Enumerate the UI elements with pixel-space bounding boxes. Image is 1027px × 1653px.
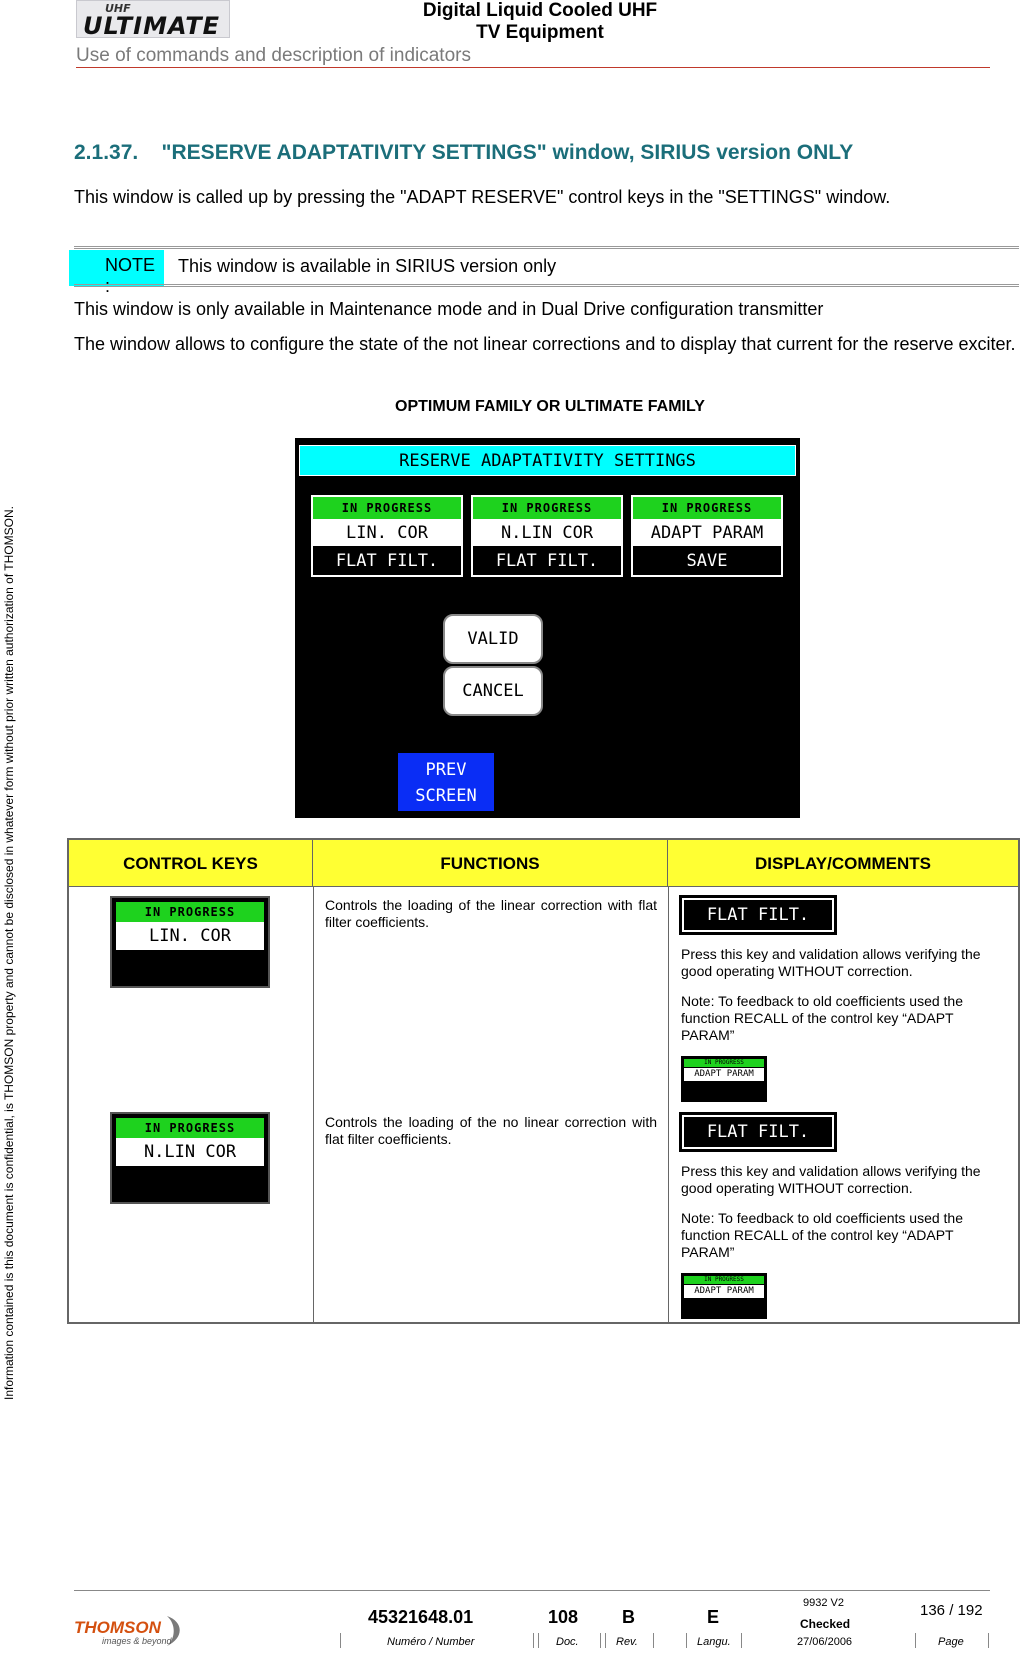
note-text: Note: To feedback to old coefficients used the function RECALL of the control key “ADAPT PARAM” [681, 993, 964, 1043]
header-title: Digital Liquid Cooled UHF TV Equipment [422, 0, 658, 43]
adapt-param-button[interactable]: IN PROGRESS ADAPT PARAM SAVE [631, 495, 783, 577]
adapt-param-mini-image: IN PROGRESS ADAPT PARAM [681, 1273, 767, 1319]
lin-cor-button[interactable]: IN PROGRESS LIN. COR FLAT FILT. [311, 495, 463, 577]
reserve-adaptativity-screen [295, 438, 800, 818]
in-progress-indicator: IN PROGRESS [633, 497, 781, 519]
intro-paragraph: This window is called up by pressing the "ADAPT RESERVE" control keys in the "SETTINGS" window. [74, 187, 891, 207]
figure-caption: OPTIMUM FAMILY OR ULTIMATE FAMILY [395, 398, 705, 415]
checked-label: Checked [800, 1617, 851, 1631]
document-language: E [707, 1607, 720, 1627]
note-label: NOTE : [69, 250, 164, 286]
paragraph-maintenance: This window is only available in Maintenance mode and in Dual Drive configuration transmitter [74, 299, 824, 319]
logo-uhf: UHF [105, 2, 131, 15]
flat-filt-display: FLAT FILT. [679, 895, 837, 935]
thomson-logo: THOMSON images & beyond [72, 1612, 192, 1648]
document-revision: B [622, 1607, 635, 1627]
lin-cor-key-image: IN PROGRESS LIN. COR [110, 896, 270, 988]
footer-separator [600, 1633, 601, 1648]
header-functions: FUNCTIONS [313, 840, 668, 887]
screen-title: RESERVE ADAPTATIVITY SETTINGS [299, 445, 796, 476]
footer-separator [915, 1633, 916, 1648]
document-code: 9932 V2 [803, 1597, 844, 1609]
header-display-comments: DISPLAY/COMMENTS [668, 840, 1018, 887]
header-subtitle: Use of commands and description of indicators [76, 45, 471, 66]
n-lin-cor-key-image: IN PROGRESS N.LIN COR [110, 1112, 270, 1204]
label-lang: Langu. [697, 1636, 731, 1648]
note-text: Note: To feedback to old coefficients used the function RECALL of the control key “ADAPT PARAM” [681, 1210, 964, 1260]
comment-text: Press this key and validation allows verifying the good operating WITHOUT correction. [681, 946, 981, 979]
adapt-param-mini-image: IN PROGRESS ADAPT PARAM [681, 1056, 767, 1102]
note-top-rule [74, 246, 1019, 249]
header-control-keys: CONTROL KEYS [69, 840, 313, 887]
footer-separator [533, 1633, 534, 1648]
label-page: Page [938, 1636, 964, 1648]
document-doc: 108 [548, 1607, 579, 1627]
n-lin-cor-button[interactable]: IN PROGRESS N.LIN COR FLAT FILT. [471, 495, 623, 577]
footer-separator [340, 1633, 341, 1648]
paragraph-description: The window allows to configure the state of the not linear corrections and to display that current for the reserve exciter. [74, 334, 1016, 354]
page-number: 136 / 192 [920, 1602, 983, 1619]
cancel-button[interactable]: CANCEL [443, 666, 543, 716]
header-divider [76, 67, 990, 68]
column-divider [313, 887, 314, 1324]
in-progress-indicator: IN PROGRESS [473, 497, 621, 519]
footer-separator [988, 1633, 989, 1648]
valid-button[interactable]: VALID [443, 614, 543, 664]
comment-text: Press this key and validation allows verifying the good operating WITHOUT correction. [681, 1163, 981, 1196]
logo-ultimate: ULTIMATE [83, 12, 221, 40]
confidentiality-notice: Information contained is this document is confidential, is THOMSON property and cannot be disclosed in whatever form without prior written authorization of THOMSON. [2, 506, 16, 1400]
footer-divider [74, 1590, 990, 1591]
flat-filt-display: FLAT FILT. [679, 1112, 837, 1152]
label-doc: Doc. [556, 1636, 579, 1648]
note-bottom-rule [74, 284, 1019, 287]
footer-separator [686, 1633, 687, 1648]
column-divider [668, 887, 669, 1324]
ultimate-logo [76, 0, 230, 38]
document-number: 45321648.01 [368, 1607, 474, 1627]
prev-screen-button[interactable]: PREV SCREEN [398, 753, 494, 811]
note-text: This window is available in SIRIUS version only [178, 256, 557, 276]
footer-separator [653, 1633, 654, 1648]
footer-separator [605, 1633, 606, 1648]
label-number: Numéro / Number [387, 1636, 475, 1648]
function-text: Controls the loading of the linear correction with flat filter coefficients. [325, 897, 657, 930]
document-date: 27/06/2006 [797, 1636, 853, 1648]
function-text: Controls the loading of the no linear correction with flat filter coefficients. [325, 1114, 657, 1147]
control-keys-table [67, 838, 1020, 1324]
section-title: 2.1.37. "RESERVE ADAPTATIVITY SETTINGS" window, SIRIUS version ONLY [74, 141, 854, 164]
label-rev: Rev. [616, 1636, 638, 1648]
in-progress-indicator: IN PROGRESS [313, 497, 461, 519]
footer-separator [741, 1633, 742, 1648]
footer-separator [538, 1633, 539, 1648]
